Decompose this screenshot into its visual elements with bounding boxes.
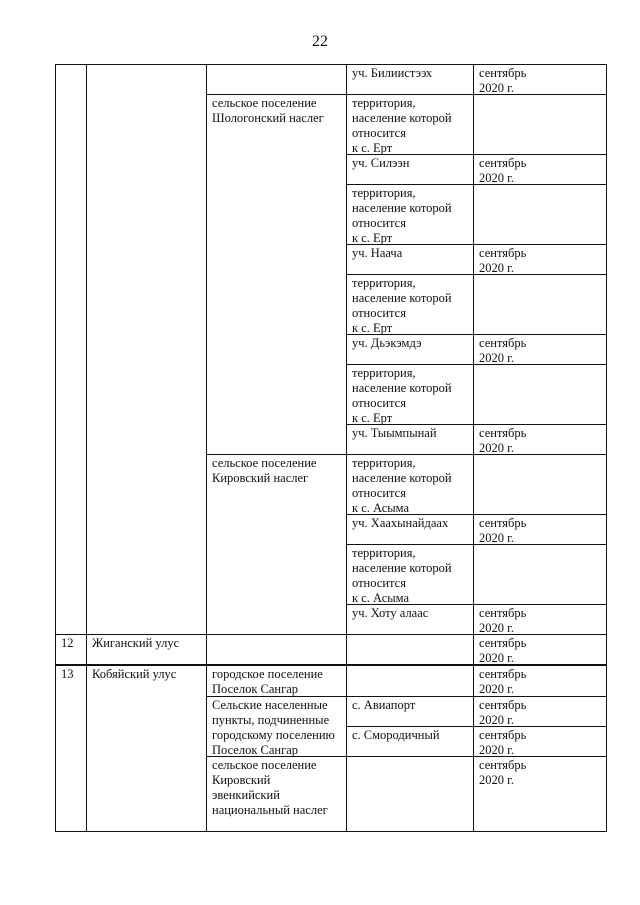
date-cell: сентябрь 2020 г. bbox=[479, 758, 527, 787]
territory-description: территория, население которой относится к с. Ерт bbox=[352, 96, 452, 155]
table-border-right bbox=[606, 64, 607, 832]
column-divider bbox=[346, 64, 347, 832]
date-cell: сентябрь 2020 г. bbox=[479, 698, 527, 727]
table-border-left bbox=[55, 64, 56, 832]
row-number: 12 bbox=[61, 636, 74, 650]
ulus-name: Кобяйский улус bbox=[92, 667, 177, 681]
location-name: уч. Наача bbox=[352, 246, 403, 260]
location-name: с. Авиапорт bbox=[352, 698, 416, 712]
date-cell: сентябрь 2020 г. bbox=[479, 246, 527, 275]
ulus-name: Жиганский улус bbox=[92, 636, 180, 650]
page-number: 22 bbox=[312, 33, 328, 50]
row-divider bbox=[206, 454, 347, 455]
settlement-name: городское поселение Поселок Сангар bbox=[212, 667, 323, 696]
row-divider bbox=[346, 364, 607, 365]
territory-description: территория, население которой относится к с. Ерт bbox=[352, 366, 452, 425]
row-divider bbox=[346, 454, 607, 455]
date-cell: сентябрь 2020 г. bbox=[479, 667, 527, 696]
settlement-name: сельское поселение Шологонский наслег bbox=[212, 96, 324, 125]
territory-description: территория, население которой относится к с. Ерт bbox=[352, 276, 452, 335]
row-number: 13 bbox=[61, 667, 74, 681]
territory-description: территория, население которой относится к с. Асыма bbox=[352, 456, 452, 515]
date-cell: сентябрь 2020 г. bbox=[479, 336, 527, 365]
row-divider bbox=[346, 726, 607, 727]
date-cell: сентябрь 2020 г. bbox=[479, 636, 527, 665]
location-name: уч. Хаахынайдаах bbox=[352, 516, 449, 530]
column-divider bbox=[206, 64, 207, 832]
date-cell: сентябрь 2020 г. bbox=[479, 66, 527, 95]
row-divider bbox=[346, 184, 607, 185]
table-border-top bbox=[55, 64, 607, 65]
location-name: уч. Билиистээх bbox=[352, 66, 433, 80]
row-divider bbox=[346, 274, 607, 275]
settlement-name: сельское поселение Кировский эвенкийский национальный наслег bbox=[212, 758, 328, 817]
location-name: с. Смородичный bbox=[352, 728, 440, 742]
date-cell: сентябрь 2020 г. bbox=[479, 516, 527, 545]
date-cell: сентябрь 2020 г. bbox=[479, 606, 527, 635]
row-divider bbox=[346, 756, 607, 757]
location-name: уч. Дьэкэмдэ bbox=[352, 336, 422, 350]
column-divider bbox=[86, 64, 87, 832]
territory-description: территория, население которой относится к с. Ерт bbox=[352, 186, 452, 245]
date-cell: сентябрь 2020 г. bbox=[479, 728, 527, 757]
location-name: уч. Силээн bbox=[352, 156, 410, 170]
settlements-table bbox=[55, 64, 607, 832]
location-name: уч. Хоту алаас bbox=[352, 606, 429, 620]
date-cell: сентябрь 2020 г. bbox=[479, 156, 527, 185]
row-divider bbox=[346, 696, 607, 697]
row-divider bbox=[346, 544, 607, 545]
location-name: уч. Тыымпынай bbox=[352, 426, 437, 440]
table-border-bottom bbox=[55, 831, 607, 832]
column-divider bbox=[473, 64, 474, 832]
settlement-name: сельское поселение Кировский наслег bbox=[212, 456, 317, 485]
row-divider bbox=[206, 94, 347, 95]
territory-description: территория, население которой относится к с. Асыма bbox=[352, 546, 452, 605]
settlement-name: Сельские населенные пункты, подчиненные городскому поселению Поселок Сангар bbox=[212, 698, 335, 757]
row-divider bbox=[346, 94, 607, 95]
date-cell: сентябрь 2020 г. bbox=[479, 426, 527, 455]
